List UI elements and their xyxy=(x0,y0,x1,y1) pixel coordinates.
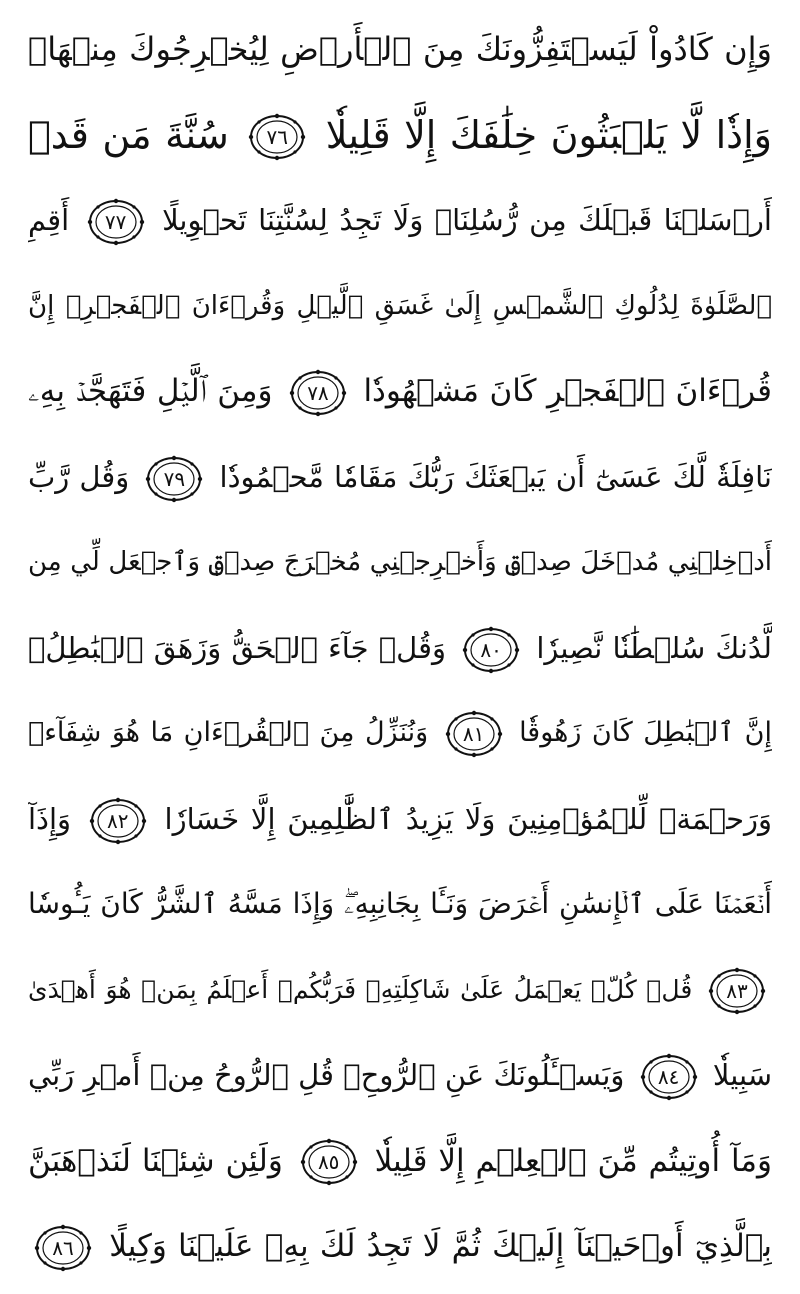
verse-text: أَقِمِ xyxy=(28,203,70,237)
ayah-end-marker xyxy=(289,369,347,417)
text-line xyxy=(28,1032,772,1118)
text-line xyxy=(28,690,772,776)
ayah-number: ٨٦ xyxy=(52,1235,74,1260)
verse-text: إِنَّ ٱلۡبَٰطِلَ كَانَ زَهُوقٗا xyxy=(519,717,772,748)
text-line xyxy=(28,776,772,862)
verse-text: وَإِذَآ xyxy=(28,801,72,836)
text-line xyxy=(28,434,772,520)
ayah-end-marker xyxy=(145,455,203,503)
text-line xyxy=(28,92,772,178)
text-line xyxy=(28,861,772,947)
ayah-end-marker xyxy=(87,198,145,246)
verse-text: قُلۡ كُلّٞ يَعۡمَلُ عَلَىٰ شَاكِلَتِهِۦ فَرَبُّكُمۡ أَعۡلَمُ بِمَنۡ هُوَ أَهۡدَىٰ xyxy=(28,974,693,1004)
text-line xyxy=(28,348,772,434)
ayah-number: ٨٢ xyxy=(107,808,129,833)
verse-text: ٱلصَّلَوٰةَ لِدُلُوكِ ٱلشَّمۡسِ إِلَىٰ غَسَقِ ٱلَّيۡلِ وَقُرۡءَانَ ٱلۡفَجۡرِۖ إِنَّ xyxy=(28,290,772,321)
verse-text: وَقُل رَّبِّ xyxy=(28,459,130,494)
verse-text: وَإِذٗا لَّا يَلۡبَثُونَ خِلَٰفَكَ إِلَّا قَلِيلٗا xyxy=(325,112,772,157)
verse-text: سُنَّةَ مَن قَدۡ xyxy=(28,112,229,157)
ayah-number: ٨٣ xyxy=(726,978,748,1003)
ayah-end-marker xyxy=(640,1053,698,1101)
ayah-number: ٨٥ xyxy=(317,1150,340,1174)
verse-text: وَمَآ أُوتِيتُم مِّنَ ٱلۡعِلۡمِ إِلَّا قَلِيلٗا xyxy=(374,1142,772,1179)
verse-text: سَبِيلٗا xyxy=(712,1058,772,1092)
verse-text: وَرَحۡمَةٞ لِّلۡمُؤۡمِنِينَ وَلَا يَزِيدُ ٱلظَّٰلِمِينَ إِلَّا خَسَارٗا xyxy=(164,801,772,836)
ayah-end-marker xyxy=(445,710,503,758)
ayah-end-marker xyxy=(300,1138,358,1186)
text-line xyxy=(28,6,772,92)
ayah-end-marker xyxy=(708,967,766,1015)
verse-text: أَنۡعَمۡنَا عَلَى ٱلۡإِنسَٰنِ أَعۡرَضَ وَنَـَٔا بِجَانِبِهِۦۖ وَإِذَا مَسَّهُ ٱلشَّرُّ كَانَ يَـُٔوسٗا xyxy=(28,887,772,920)
verse-text: وَمِنَ ٱلَّيۡلِ فَتَهَجَّدۡ بِهِۦ xyxy=(28,373,273,409)
ayah-end-marker xyxy=(248,113,306,161)
ayah-number: ٨١ xyxy=(462,721,485,746)
ayah-end-marker xyxy=(34,1224,92,1272)
ayah-number: ٧٦ xyxy=(266,125,289,149)
verse-text: أَرۡسَلۡنَا قَبۡلَكَ مِن رُّسُلِنَاۖ وَلَا تَجِدُ لِسُنَّتِنَا تَحۡوِيلًا xyxy=(162,203,772,237)
verse-text: قُرۡءَانَ ٱلۡفَجۡرِ كَانَ مَشۡهُودٗا xyxy=(363,373,772,409)
verse-text: وَإِن كَادُواْ لَيَسۡتَفِزُّونَكَ مِنَ ٱلۡأَرۡضِ لِيُخۡرِجُوكَ مِنۡهَاۖ xyxy=(28,30,772,68)
text-line xyxy=(28,947,772,1033)
text-line xyxy=(28,1203,772,1289)
text-line xyxy=(28,1118,772,1204)
ayah-number: ٧٧ xyxy=(104,210,127,234)
verse-text: أَدۡخِلۡنِي مُدۡخَلَ صِدۡقٖ وَأَخۡرِجۡنِي مُخۡرَجَ صِدۡقٖ وَٱجۡعَل لِّي مِن xyxy=(28,547,772,577)
ayah-end-marker xyxy=(89,797,147,845)
verse-text: وَلَئِن شِئۡنَا لَنَذۡهَبَنَّ xyxy=(28,1142,283,1179)
text-line xyxy=(28,177,772,263)
ayah-number: ٨٠ xyxy=(480,637,502,662)
verse-text: بِٱلَّذِيٓ أَوۡحَيۡنَآ إِلَيۡكَ ثُمَّ لَا تَجِدُ لَكَ بِهِۦ عَلَيۡنَا وَكِيلًا xyxy=(109,1228,772,1264)
ayah-number: ٨٤ xyxy=(657,1065,680,1089)
ayah-number: ٧٩ xyxy=(163,466,186,491)
verse-text: لَّدُنكَ سُلۡطَٰنٗا نَّصِيرٗا xyxy=(536,630,772,665)
text-line xyxy=(28,605,772,691)
ayah-end-marker xyxy=(462,626,520,674)
verse-text: وَنُنَزِّلُ مِنَ ٱلۡقُرۡءَانِ مَا هُوَ شِفَآءٞ xyxy=(28,717,429,748)
ayah-number: ٧٨ xyxy=(307,380,329,405)
verse-text: وَيَسۡـَٔلُونَكَ عَنِ ٱلرُّوحِۖ قُلِ ٱلرُّوحُ مِنۡ أَمۡرِ رَبِّي xyxy=(28,1058,625,1092)
verse-text: وَقُلۡ جَآءَ ٱلۡحَقُّ وَزَهَقَ ٱلۡبَٰطِلُۚ xyxy=(28,630,446,665)
verse-text: نَافِلَةٗ لَّكَ عَسَىٰٓ أَن يَبۡعَثَكَ رَبُّكَ مَقَامٗا مَّحۡمُودٗا xyxy=(219,459,772,494)
text-line xyxy=(28,263,772,349)
text-line xyxy=(28,519,772,605)
